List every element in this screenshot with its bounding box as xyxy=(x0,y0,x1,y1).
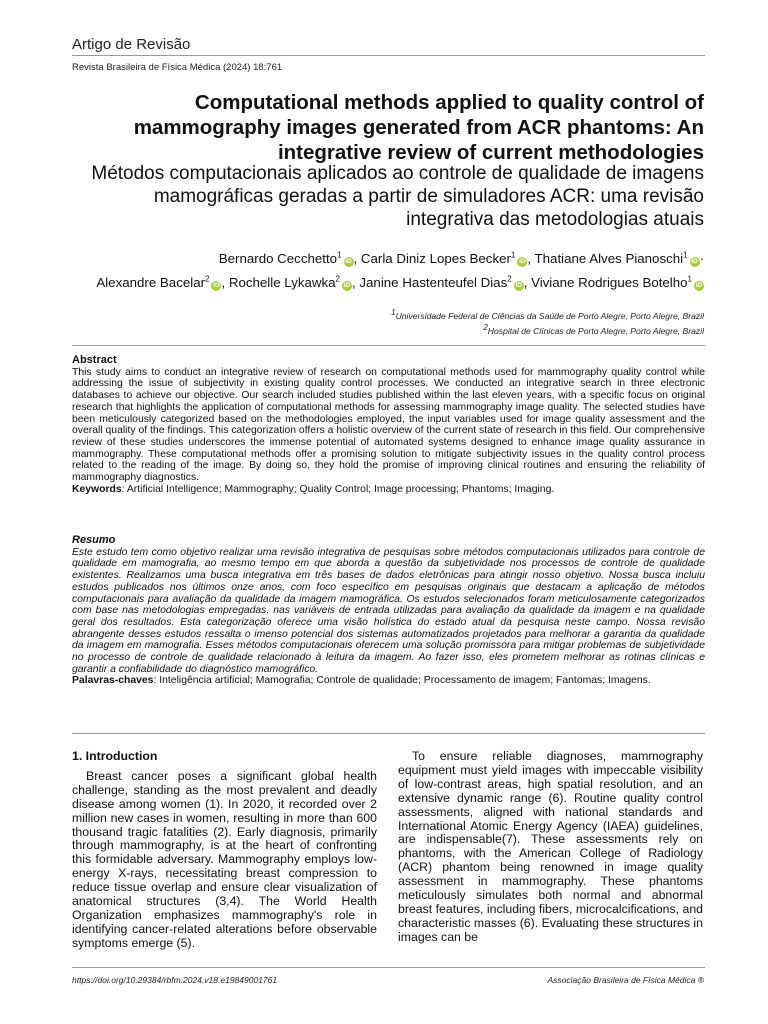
resumo-heading: Resumo xyxy=(72,534,116,546)
orcid-icon[interactable]: iD xyxy=(343,281,351,289)
orcid-icon[interactable]: iD xyxy=(345,258,352,266)
section-label: Artigo de Revisão xyxy=(72,36,191,53)
body-divider xyxy=(72,733,705,734)
doi-link[interactable]: https://doi.org/10.29384/rbfm.2024.v18.e19849001761 xyxy=(72,975,278,985)
orcid-icon[interactable]: iD xyxy=(515,281,522,289)
author: Thatiane Alves Pianoschi$^1$iD · xyxy=(534,251,704,267)
resumo-text: Este estudo tem como objetivo realizar uma revisão integrativa de pesquisas sobre métodos computacionais utilizados para controle de qualidade em mamografia, ao mesmo tempo em que aborda a questão da subjetividade nos processos de controle de qualidade existentes. Realizamos uma busca integrativa em três bases de dados eletrônicas para atingir nosso objetivo. Nossa busca incluiu estudos publicados nos últimos onze anos, com foco específico em pesquisas originais que destacam a aplicação de métodos computacionais para avaliação da qualidade da imagem mamográfica. Os estudos selecionados foram meticulosamente categorizados com base nas metodologias empregadas, nas variáveis de entrada utilizadas para avaliação da qualidade da imagem e na qualidade geral dos resultados. Esta categorização oferece uma visão holística do estado atual da pesquisa neste campo. Nossa revisão abrangente desses estudos ressalta o imenso potencial dos sistemas automatizados projetados para melhorar a garantia da qualidade da imagem em mamografia. Esses métodos computacionais oferecem uma solução promissora para mitigar problemas de subjetividade no processo de controle de qualidade relacionado à leitura da imagem. Ao fazer isso, eles prometem melhorar as rotinas clínicas e garantir a confiabilidade do diagnóstico mamográfico. xyxy=(72,546,705,675)
society-name: Associação Brasileira de Física Médica ® xyxy=(547,975,704,985)
affiliation: $^1$Universidade Federal de Ciências da Saúde de Porto Alegre, Porto Alegre, Brazil xyxy=(391,308,704,321)
footer-divider xyxy=(72,967,705,968)
author-list xyxy=(64,246,704,293)
abstract-section xyxy=(72,355,705,495)
article-title-english: Computational methods applied to quality control of mammography images generated from ACR phantoms: An integrative review of current methodologies xyxy=(133,91,704,164)
intro-paragraph-2: To ensure reliable diagnoses, mammography equipment must yield images with impeccable visibility of low-contrast areas, high spatial resolution, and an extensive dynamic range (6). Routine quality control assessments, aligned with national standards and International Atomic Energy Agency (IAEA) guidelines, are indispensable(7). These assessments rely on phantoms, with the American College of Radiology (ACR) phantom being renowned in image quality assessment in mammography. These phantoms meticulously simulates both normal and abnormal breast features, including fibers, microcalcifications, and characteristic masses (6). Evaluating these structures in images can be xyxy=(398,749,703,944)
header-divider xyxy=(72,55,705,56)
author: Rochelle Lykawka$^2$iD , xyxy=(228,274,360,290)
abstract-divider xyxy=(72,345,705,346)
orcid-icon[interactable]: iD xyxy=(691,258,698,266)
abstract-heading: Abstract xyxy=(72,354,117,366)
resumo-section xyxy=(72,535,705,687)
intro-paragraph-1: Breast cancer poses a significant global health challenge, standing as the most prevalent and deadly disease among women (1). In 2020, it recorded over 2 million new cases in women, resulting in more than 600 thousand tragic fatalities (2). Early diagnosis, primarily through mammography, is at the heart of confronting this formidable adversary. Mammography employs low-energy X-rays, necessitating breast compression to reduce tissue overlap and ensure clear visualization of anatomical structures (3,4). The World Health Organization emphasizes mammography's role in identifying cancer-related alterations before observable symptoms emerge (5). xyxy=(72,768,377,950)
orcid-icon[interactable]: iD xyxy=(695,281,703,289)
body-column-left xyxy=(72,750,377,951)
abstract-keywords: Keywords: Artificial Intelligence; Mammography; Quality Control; Image processing; Phantoms; Imaging. xyxy=(72,483,555,495)
author: Carla Diniz Lopes Becker$^1$iD , xyxy=(360,251,535,267)
intro-heading: 1. Introduction xyxy=(72,749,158,763)
orcid-icon[interactable]: iD xyxy=(213,281,220,289)
author: Bernardo Cecchetto$^1$iD , xyxy=(218,251,361,267)
abstract-text: This study aims to conduct an integrative review of research on computational methods used for mammography quality control while addressing the issue of subjectivity in existing quality control processes. We conducted an integrative search in three electronic databases to achieve our objective. Our search included studies published within the last eleven years, with a specific focus on original research that highlights the application of computational methods for assessing mammography image quality. The selected studies have been meticulously categorized based on the methodologies employed, the input variables used for image quality assessment and the overall quality of the findings. This categorization offers a holistic overview of the current state of research in this field. Our comprehensive review of these studies underscores the immense potential of automated systems designed to enhance image quality assurance in mammography. These computational methods offer a promising solution to mitigate subjectivity issues in the quality control process related to the reading of the image. By doing so, they hold the promise of improving clinical routines and ensuring the reliability of mammography diagnostics. xyxy=(72,366,705,484)
body-column-right xyxy=(398,750,703,945)
affiliation: $^2$Hospital de Clínicas de Porto Alegre, Porto Alegre, Brazil xyxy=(483,322,704,336)
author: Alexandre Bacelar$^2$iD , xyxy=(96,274,229,290)
author: Janine Hastenteufel Dias$^2$iD , xyxy=(359,274,532,290)
orcid-icon[interactable]: iD xyxy=(519,258,526,266)
resumo-keywords: Palavras-chaves: Inteligência artificial; Mamografia; Controle de qualidade; Processamento de imagem; Fantomas; Imagens. xyxy=(72,675,651,687)
journal-citation: Revista Brasileira de Física Médica (2024) 18:761 xyxy=(72,62,283,73)
affiliations xyxy=(64,307,704,337)
author: Viviane Rodrigues Botelho$^1$iD xyxy=(531,274,703,290)
article-title-portuguese: Métodos computacionais aplicados ao controle de qualidade de imagens mamográficas geradas a partir de simuladores ACR: uma revisão integrativa das metodologias atuais xyxy=(91,163,704,230)
